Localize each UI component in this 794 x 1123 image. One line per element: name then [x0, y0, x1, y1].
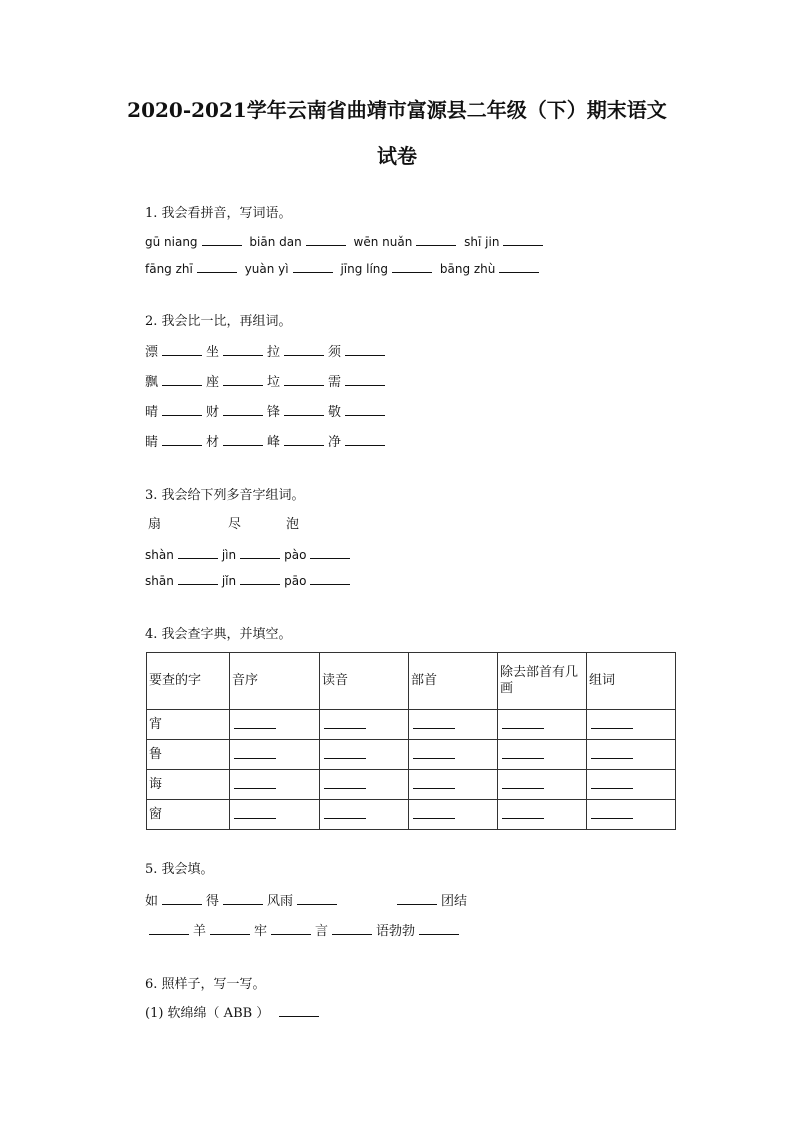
table-cell-char: 鲁: [147, 740, 230, 770]
pinyin-label: yuàn yì: [244, 262, 289, 276]
answer-blank[interactable]: [178, 546, 218, 559]
pinyin-label: shān: [145, 574, 174, 588]
pinyin-label: bāng zhù: [439, 262, 496, 276]
answer-blank[interactable]: [345, 433, 385, 446]
table-cell: [230, 710, 320, 740]
answer-blank[interactable]: [271, 922, 311, 935]
table-cell-char: 诲: [147, 770, 230, 800]
q5-heading: 5. 我会填。: [145, 862, 214, 877]
table-cell: [320, 740, 409, 770]
table-cell-char: 窗: [147, 800, 230, 830]
char-label: 拉: [267, 345, 281, 360]
q2-row: [145, 403, 389, 421]
answer-blank[interactable]: [502, 746, 544, 759]
char-label: 财: [206, 405, 220, 420]
pinyin-label: pāo: [284, 574, 307, 588]
answer-blank[interactable]: [591, 776, 633, 789]
table-row: [147, 800, 676, 830]
char-label: 睛: [145, 435, 159, 450]
answer-blank[interactable]: [284, 373, 324, 386]
answer-blank[interactable]: [284, 403, 324, 416]
pinyin-label: jǐn: [221, 574, 237, 588]
char-label: 锋: [267, 405, 281, 420]
answer-blank[interactable]: [332, 922, 372, 935]
char-label: 净: [328, 435, 342, 450]
table-cell: [409, 770, 498, 800]
answer-blank[interactable]: [234, 746, 276, 759]
answer-blank[interactable]: [591, 806, 633, 819]
word-label: 言: [315, 924, 329, 939]
q2-row: [145, 433, 389, 451]
table-cell-char: 宵: [147, 710, 230, 740]
q3-chars: [145, 517, 299, 533]
word-label: 得: [206, 894, 220, 909]
char-label: 尽: [228, 517, 242, 532]
answer-blank[interactable]: [210, 922, 250, 935]
table-cell: [498, 800, 587, 830]
pinyin-label: shī jin: [464, 235, 500, 249]
word-label: 羊: [193, 924, 207, 939]
answer-blank[interactable]: [162, 403, 202, 416]
q2-heading: 2. 我会比一比，再组词。: [145, 314, 292, 329]
answer-blank[interactable]: [202, 233, 242, 246]
word-label: 语勃勃: [376, 924, 416, 939]
answer-blank[interactable]: [413, 806, 455, 819]
pinyin-label: biān dan: [249, 235, 302, 249]
answer-blank[interactable]: [240, 546, 280, 559]
table-cell: [320, 770, 409, 800]
q3-row2: [145, 572, 354, 589]
pinyin-label: gū niang: [145, 235, 198, 249]
q4-heading: 4. 我会查字典，并填空。: [145, 627, 292, 642]
table-cell: [320, 710, 409, 740]
table-cell: [409, 740, 498, 770]
char-label: 飘: [145, 375, 159, 390]
answer-blank[interactable]: [502, 776, 544, 789]
table-header-cell: 部首: [409, 653, 498, 710]
answer-blank[interactable]: [324, 776, 366, 789]
answer-blank[interactable]: [293, 260, 333, 273]
answer-blank[interactable]: [162, 373, 202, 386]
q1-row1: [145, 233, 547, 250]
answer-blank[interactable]: [284, 343, 324, 356]
answer-blank[interactable]: [345, 343, 385, 356]
word-label: 风雨: [267, 894, 294, 909]
pinyin-label: pào: [284, 548, 307, 562]
answer-blank[interactable]: [591, 746, 633, 759]
table-row: [147, 740, 676, 770]
answer-blank[interactable]: [306, 233, 346, 246]
table-row: [147, 770, 676, 800]
answer-blank[interactable]: [223, 403, 263, 416]
answer-blank[interactable]: [162, 343, 202, 356]
table-header-cell: 除去部首有几画: [498, 653, 587, 710]
q1-heading: 1. 我会看拼音，写词语。: [145, 206, 292, 221]
answer-blank[interactable]: [310, 572, 350, 585]
table-cell: [498, 740, 587, 770]
char-label: 材: [206, 435, 220, 450]
answer-blank[interactable]: [223, 892, 263, 905]
answer-blank[interactable]: [502, 716, 544, 729]
answer-blank[interactable]: [240, 572, 280, 585]
table-cell: [230, 770, 320, 800]
pinyin-label: wēn nuǎn: [353, 235, 413, 249]
table-cell: [587, 710, 676, 740]
answer-blank[interactable]: [392, 260, 432, 273]
q2-row: [145, 343, 389, 361]
q6-heading: 6. 照样子，写一写。: [145, 977, 266, 992]
answer-blank[interactable]: [297, 892, 337, 905]
table-header-cell: 要查的字: [147, 653, 230, 710]
answer-blank[interactable]: [223, 343, 263, 356]
table-cell: [587, 800, 676, 830]
table-header-row: [147, 653, 676, 710]
table-cell: [498, 770, 587, 800]
q5-row2: [145, 922, 463, 940]
answer-blank[interactable]: [197, 260, 237, 273]
char-label: 晴: [145, 405, 159, 420]
answer-blank[interactable]: [416, 233, 456, 246]
answer-blank[interactable]: [413, 776, 455, 789]
table-cell: [409, 710, 498, 740]
table-cell: [587, 770, 676, 800]
page-title-line2: 试卷: [377, 144, 417, 168]
table-row: [147, 710, 676, 740]
word-label: 如: [145, 894, 159, 909]
q3-row1: [145, 546, 354, 563]
word-label: 团结: [441, 894, 468, 909]
answer-blank[interactable]: [149, 922, 189, 935]
item-label: (1) 软绵绵（ ABB ）: [145, 1006, 270, 1021]
pinyin-label: shàn: [145, 548, 174, 562]
answer-blank[interactable]: [279, 1004, 319, 1017]
dictionary-table: [146, 652, 676, 830]
table-header-cell: 组词: [587, 653, 676, 710]
pinyin-label: jīng líng: [340, 262, 389, 276]
answer-blank[interactable]: [234, 776, 276, 789]
answer-blank[interactable]: [324, 716, 366, 729]
answer-blank[interactable]: [234, 806, 276, 819]
char-label: 泡: [286, 517, 300, 532]
answer-blank[interactable]: [310, 546, 350, 559]
answer-blank[interactable]: [499, 260, 539, 273]
char-label: 坐: [206, 345, 220, 360]
table-header-cell: 读音: [320, 653, 409, 710]
char-label: 须: [328, 345, 342, 360]
pinyin-label: jìn: [221, 548, 237, 562]
char-label: 垃: [267, 375, 281, 390]
answer-blank[interactable]: [234, 716, 276, 729]
char-label: 座: [206, 375, 220, 390]
answer-blank[interactable]: [591, 716, 633, 729]
answer-blank[interactable]: [413, 716, 455, 729]
answer-blank[interactable]: [178, 572, 218, 585]
q3-heading: 3. 我会给下列多音字组词。: [145, 488, 305, 503]
q6-item1: [145, 1004, 323, 1022]
page-title: 2020-2021学年云南省曲靖市富源县二年级（下）期末语文: [127, 98, 667, 122]
answer-blank[interactable]: [503, 233, 543, 246]
char-label: 敬: [328, 405, 342, 420]
char-label: 需: [328, 375, 342, 390]
char-label: 峰: [267, 435, 281, 450]
answer-blank[interactable]: [324, 806, 366, 819]
answer-blank[interactable]: [284, 433, 324, 446]
answer-blank[interactable]: [162, 892, 202, 905]
answer-blank[interactable]: [502, 806, 544, 819]
table-cell: [230, 800, 320, 830]
pinyin-label: fāng zhī: [145, 262, 193, 276]
char-label: 扇: [148, 517, 162, 532]
char-label: 漂: [145, 345, 159, 360]
table-cell: [409, 800, 498, 830]
q1-row2: [145, 260, 543, 277]
answer-blank[interactable]: [413, 746, 455, 759]
answer-blank[interactable]: [345, 403, 385, 416]
answer-blank[interactable]: [324, 746, 366, 759]
answer-blank[interactable]: [345, 373, 385, 386]
answer-blank[interactable]: [223, 433, 263, 446]
answer-blank[interactable]: [162, 433, 202, 446]
table-cell: [587, 740, 676, 770]
table-header-cell: 音序: [230, 653, 320, 710]
answer-blank[interactable]: [223, 373, 263, 386]
word-label: 牢: [254, 924, 268, 939]
table-cell: [230, 740, 320, 770]
table-cell: [320, 800, 409, 830]
q5-row1: [145, 892, 467, 910]
answer-blank[interactable]: [397, 892, 437, 905]
answer-blank[interactable]: [419, 922, 459, 935]
q2-row: [145, 373, 389, 391]
table-cell: [498, 710, 587, 740]
